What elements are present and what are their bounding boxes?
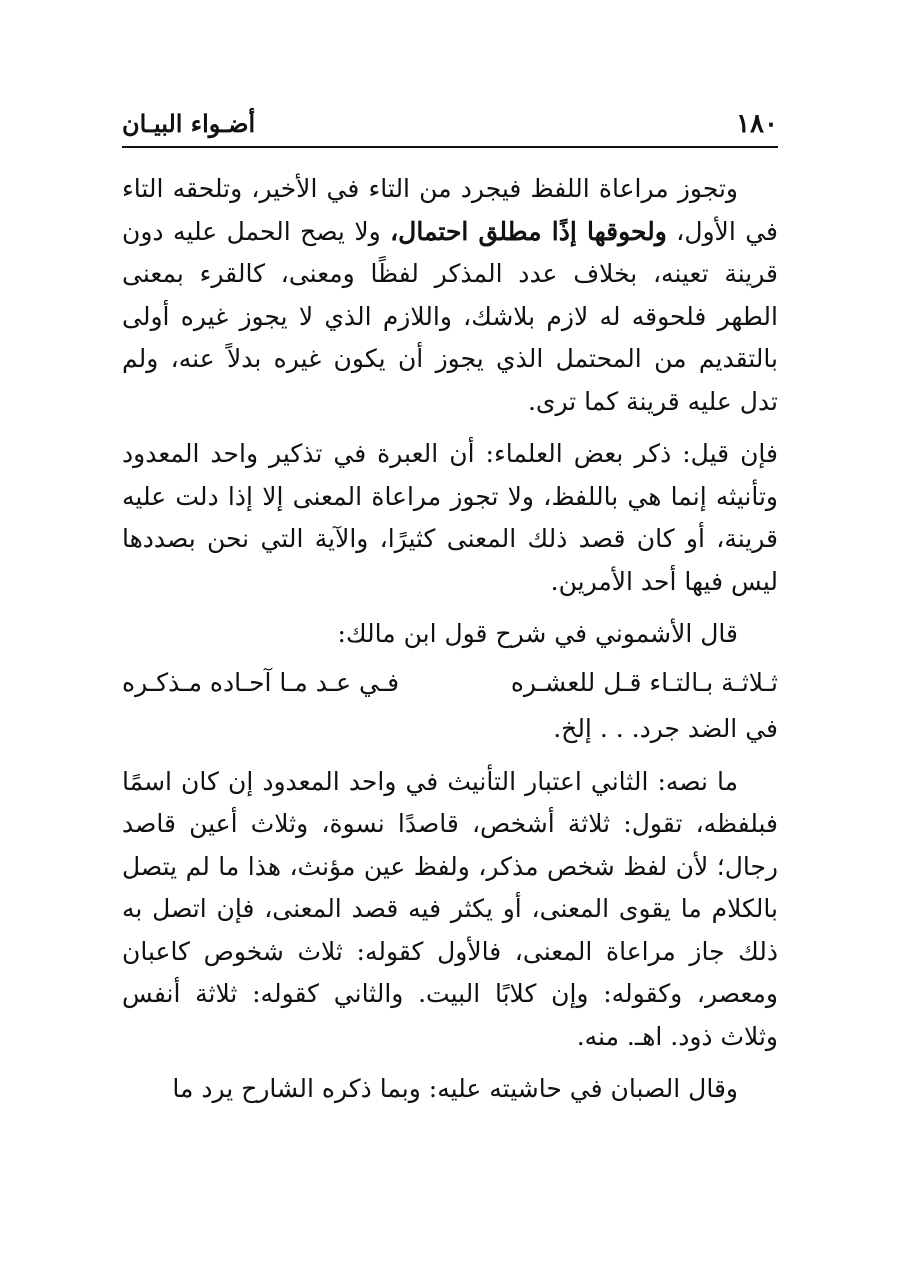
page-header	[122, 106, 778, 142]
paragraph-1-start: وتجوز مراعاة اللفظ فيجرد من التاء في الأخير، وتلحقه التاء في الأول،	[122, 174, 778, 246]
running-title: أضـواء البيـان	[122, 109, 256, 138]
paragraph-gap	[122, 423, 778, 433]
paragraph-3: قال الأشموني في شرح قول ابن مالك:	[337, 619, 738, 648]
paragraph-gap	[122, 751, 778, 761]
paragraph-2: فإن قيل: ذكر بعض العلماء: أن العبرة في تذكير واحد المعدود وتأنيثه إنما هي باللفظ، ولا تجوز مراعاة المعنى إلا إذا دلت عليه قرينة، أو كان قصد ذلك المعنى كثيرًا، والآية التي نحن بصددها ليس فيها أحد الأمرين.	[122, 439, 778, 596]
paragraph-6: وقال الصبان في حاشيته عليه: وبما ذكره الشارح يرد ما	[172, 1074, 738, 1103]
body-text	[122, 168, 778, 1111]
paragraph-1-rest: ولا يصح الحمل عليه دون قرينة تعينه، بخلاف عدد المذكر لفظًا ومعنى، كالقرء بمعنى الطهر فلحوقه له لازم بلاشك، واللازم الذي لا يجوز غيره أولى بالتقديم من المحتمل الذي يجوز أن يكون غيره بدلاً عنه، ولم تدل عليه قرينة كما ترى.	[122, 216, 778, 416]
paragraph-4: في الضد جرد. . . إلخ.	[553, 714, 778, 743]
verse-first-hemistich: ثـلاثـة بـالتـاء قـل للعشـره	[510, 667, 778, 697]
poetry-verse	[122, 662, 778, 705]
page-number: ١٨٠	[736, 109, 778, 139]
paragraph-gap	[122, 1058, 778, 1068]
paragraph-1-bold-phrase: ولحوقها إذًا مطلق احتمال،	[390, 216, 667, 246]
paragraph-gap	[122, 603, 778, 613]
paragraph-1	[122, 168, 778, 423]
paragraph-5: ما نصه: الثاني اعتبار التأنيث في واحد المعدود إن كان اسمًا فبلفظه، تقول: ثلاثة أشخص، قاصدًا نسوة، وثلاث أعين قاصد رجال؛ لأن لفظ شخص مذكر، ولفظ عين مؤنث، هذا ما لم يتصل بالكلام ما يقوى المعنى، أو يكثر فيه قصد المعنى، فإن اتصل به ذلك جاز مراعاة المعنى، فالأول كقوله: ثلاث شخوص كاعبان ومعصر، وكقوله: وإن كلابًا البيت. والثاني كقوله: ثلاثة أنفس وثلاث ذود. اهـ. منه.	[122, 766, 778, 1051]
header-divider	[122, 146, 778, 148]
verse-second-hemistich: فـي عـد مـا آحـاده مـذكـره	[122, 667, 400, 697]
